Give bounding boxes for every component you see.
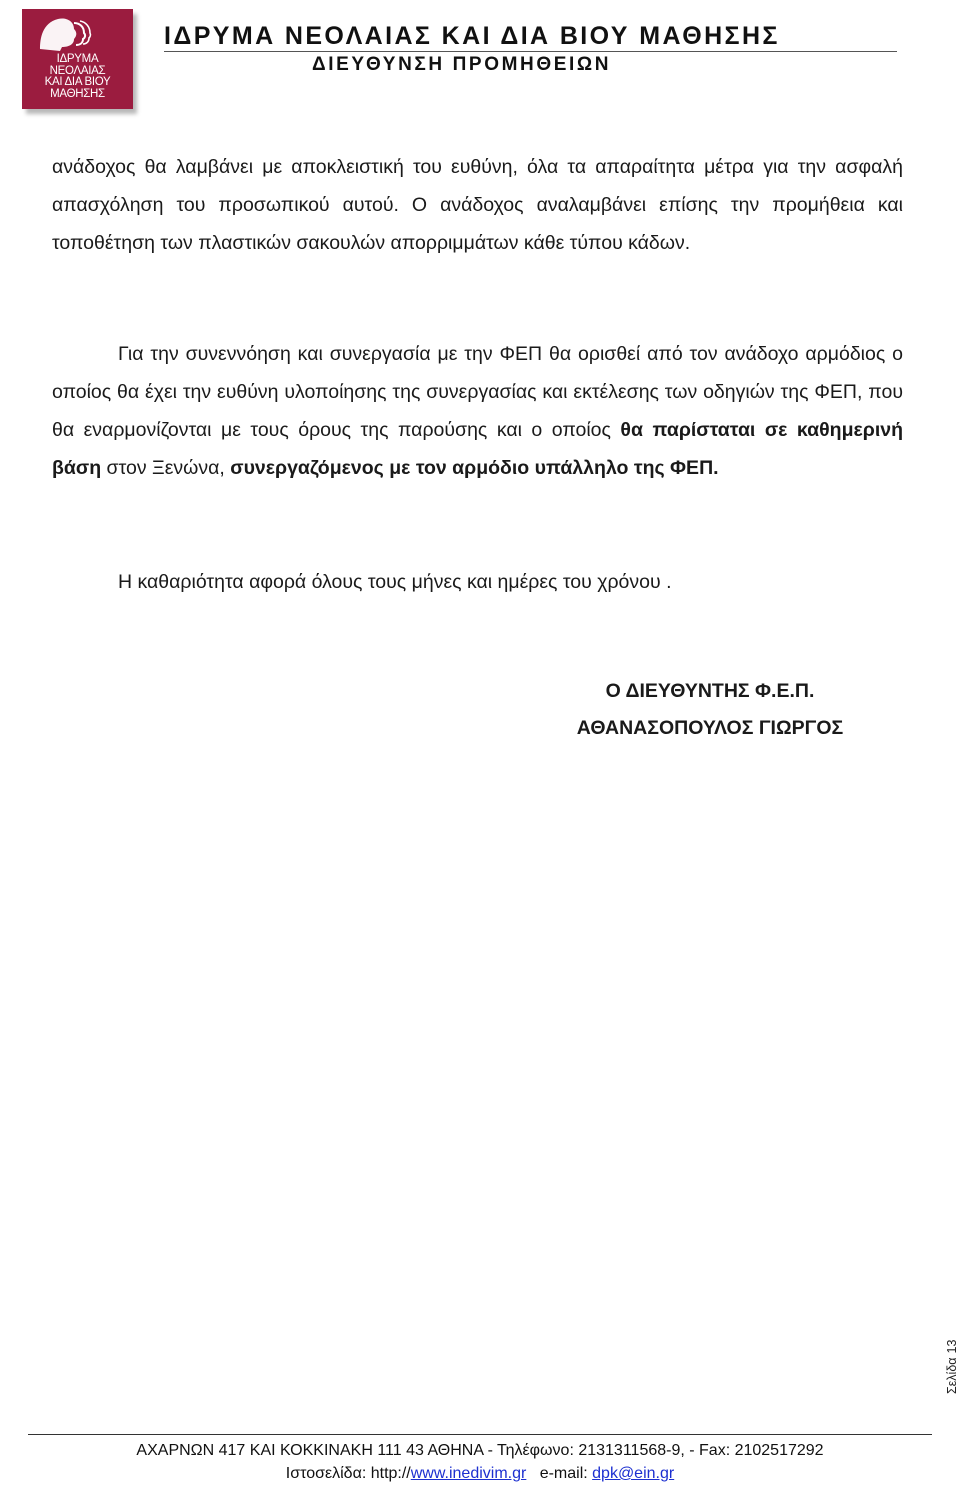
logo-text [22, 54, 133, 100]
bold-text: θα παρίσταται σε καθημερινή βάση [52, 419, 904, 479]
paragraph-text: Για την συνεννόηση και συνεργασία με την ΦΕΠ θα ορισθεί από τον ανάδοχο αρμόδιος ο οποίος θα έχει την ευθύνη υλοποίησης της συνεργασίας και εκτέλεσης των οδηγιών της ΦΕΠ, που θα εναρμονίζονται με τους όρους της παρούσης και ο οποίος [52, 343, 903, 441]
organization-title: ΙΔΡΥΜΑ ΝΕΟΛΑΙΑΣ ΚΑΙ ΔΙΑ ΒΙΟΥ ΜΑΘΗΣΗΣ [164, 22, 780, 50]
profile-faces-icon [34, 13, 92, 53]
paragraph-contractor-duties: ανάδοχος θα λαμβάνει με αποκλειστική του ευθύνη, όλα τα απαραίτητα μέτρα για την ασφαλή απασχόληση του προσωπικού αυτού. Ο ανάδοχος αναλαμβάνει επίσης την προμήθεια και τοποθέτηση των πλαστικών σακουλών απορριμμάτων κάθε τύπου κάδων. [52, 156, 903, 254]
logo-line: ΜΑΘΗΣΗΣ [50, 87, 105, 100]
logo-line: ΝΕΟΛΑΙΑΣ [49, 64, 106, 77]
footer-address: ΑΧΑΡΝΩΝ 417 ΚΑΙ ΚΟΚΚΙΝΑΚΗ 111 43 ΑΘΗΝΑ - Τηλέφωνο: 2131311568-9, - Fax: 2102517292 [136, 1442, 824, 1459]
paragraph-cleaning-schedule: Η καθαριότητα αφορά όλους τους μήνες και ημέρες του χρόνου . [118, 571, 672, 593]
email-link[interactable]: dpk@ein.gr [592, 1465, 675, 1482]
page-number-label: Σελίδα [945, 1357, 959, 1394]
signature-name: ΑΘΑΝΑΣΟΠΟΥΛΟΣ ΓΙΩΡΓΟΣ [576, 717, 844, 739]
header-divider [164, 51, 897, 52]
logo-line: ΙΔΡΥΜΑ [56, 53, 99, 65]
footer-contact [0, 1465, 960, 1483]
website-link[interactable]: www.inedivim.gr [410, 1465, 527, 1482]
page-number [945, 1340, 959, 1394]
logo-line: ΚΑΙ ΔΙΑ ΒΙΟΥ [44, 76, 111, 88]
department-subtitle: ΔΙΕΥΘΥΝΣΗ ΠΡΟΜΗΘΕΙΩΝ [312, 54, 612, 75]
page-number-value: 13 [945, 1339, 959, 1354]
paragraph-text: στον Ξενώνα, [101, 457, 231, 479]
bold-text: συνεργαζόμενος με τον αρμόδιο υπάλληλο της ΦΕΠ. [230, 457, 719, 479]
website-label: Ιστοσελίδα: http:// [285, 1465, 411, 1482]
paragraph-cooperation [52, 335, 903, 487]
email-label: e-mail: [539, 1465, 593, 1482]
signature-role: Ο ΔΙΕΥΘΥΝΤΗΣ Φ.Ε.Π. [605, 680, 815, 702]
organization-logo [22, 9, 133, 109]
footer-divider [28, 1434, 932, 1435]
